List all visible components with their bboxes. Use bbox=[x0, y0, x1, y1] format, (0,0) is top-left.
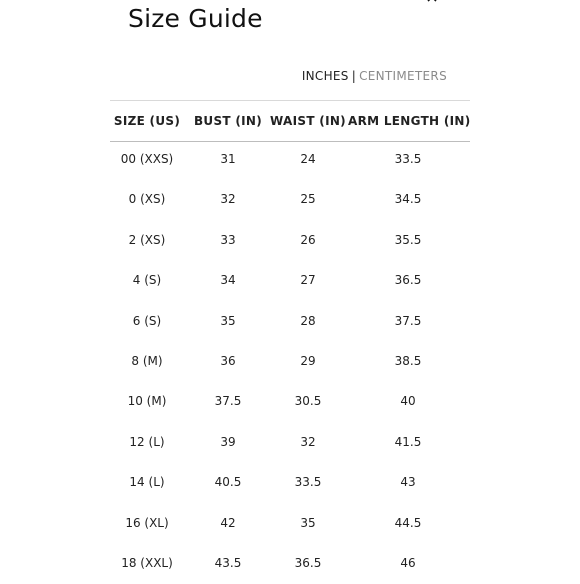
cell-size: 8 (M) bbox=[131, 354, 163, 368]
table-header-row bbox=[110, 100, 470, 142]
cell-waist: 30.5 bbox=[294, 394, 322, 409]
cell-arm-length: 44.5 bbox=[394, 515, 422, 530]
table-row bbox=[110, 180, 470, 220]
cell-size: 14 (L) bbox=[129, 475, 165, 490]
cell-arm-length: 33.5 bbox=[394, 152, 422, 166]
cell-waist: 35 bbox=[300, 515, 316, 530]
cell-arm-length: 34.5 bbox=[394, 192, 422, 207]
unit-centimeters-option[interactable]: CENTIMETERS bbox=[359, 69, 447, 83]
table-row bbox=[110, 140, 470, 180]
cell-size: 4 (S) bbox=[132, 273, 162, 288]
table-row bbox=[110, 221, 470, 261]
cell-arm-length: 43 bbox=[400, 475, 416, 490]
table-row bbox=[110, 423, 470, 463]
cell-size: 12 (L) bbox=[129, 434, 165, 449]
cell-arm-length: 41.5 bbox=[394, 434, 422, 449]
cell-size: 2 (XS) bbox=[128, 232, 166, 247]
unit-toggle bbox=[302, 69, 447, 83]
cell-bust: 36 bbox=[220, 354, 236, 368]
header-size: SIZE (US) bbox=[113, 114, 181, 128]
cell-arm-length: 46 bbox=[400, 556, 416, 570]
cell-waist: 27 bbox=[300, 273, 316, 288]
cell-waist: 26 bbox=[300, 232, 316, 247]
cell-bust: 42 bbox=[220, 515, 236, 530]
cell-arm-length: 37.5 bbox=[394, 313, 422, 328]
cell-bust: 39 bbox=[220, 434, 236, 449]
cell-size: 0 (XS) bbox=[128, 192, 166, 207]
cell-waist: 25 bbox=[300, 192, 316, 207]
cell-bust: 37.5 bbox=[214, 394, 242, 409]
cell-bust: 35 bbox=[220, 313, 236, 328]
table-row bbox=[110, 382, 470, 422]
cell-waist: 29 bbox=[300, 354, 316, 368]
cell-waist: 32 bbox=[300, 434, 316, 449]
cell-size: 6 (S) bbox=[132, 313, 162, 328]
cell-bust: 31 bbox=[220, 152, 236, 166]
cell-arm-length: 35.5 bbox=[394, 232, 422, 247]
close-icon[interactable] bbox=[427, 0, 437, 2]
header-bust: BUST (IN) bbox=[193, 114, 263, 128]
page-title: Size Guide bbox=[128, 4, 263, 33]
cell-bust: 43.5 bbox=[214, 556, 242, 570]
table-row bbox=[110, 342, 470, 382]
table-row bbox=[110, 504, 470, 544]
cell-waist: 24 bbox=[300, 152, 316, 166]
cell-bust: 33 bbox=[220, 232, 236, 247]
cell-arm-length: 38.5 bbox=[394, 354, 422, 368]
cell-size: 16 (XL) bbox=[125, 515, 169, 530]
cell-bust: 40.5 bbox=[214, 475, 242, 490]
cell-bust: 34 bbox=[220, 273, 236, 288]
table-row bbox=[110, 463, 470, 503]
cell-waist: 28 bbox=[300, 313, 316, 328]
cell-arm-length: 36.5 bbox=[394, 273, 422, 288]
cell-size: 00 (XXS) bbox=[120, 152, 174, 166]
table-row bbox=[110, 261, 470, 301]
table-row bbox=[110, 544, 470, 584]
header-arm-length: ARM LENGTH (IN) bbox=[348, 114, 471, 128]
cell-arm-length: 40 bbox=[400, 394, 416, 409]
cell-size: 18 (XXL) bbox=[121, 556, 173, 570]
header-waist: WAIST (IN) bbox=[270, 114, 346, 128]
unit-inches-option[interactable]: INCHES bbox=[301, 69, 349, 83]
cell-size: 10 (M) bbox=[127, 394, 167, 409]
size-table[interactable] bbox=[113, 100, 471, 580]
unit-separator: | bbox=[351, 69, 357, 83]
table-row bbox=[110, 302, 470, 342]
cell-waist: 36.5 bbox=[294, 556, 322, 570]
cell-waist: 33.5 bbox=[294, 475, 322, 490]
cell-bust: 32 bbox=[220, 192, 236, 207]
